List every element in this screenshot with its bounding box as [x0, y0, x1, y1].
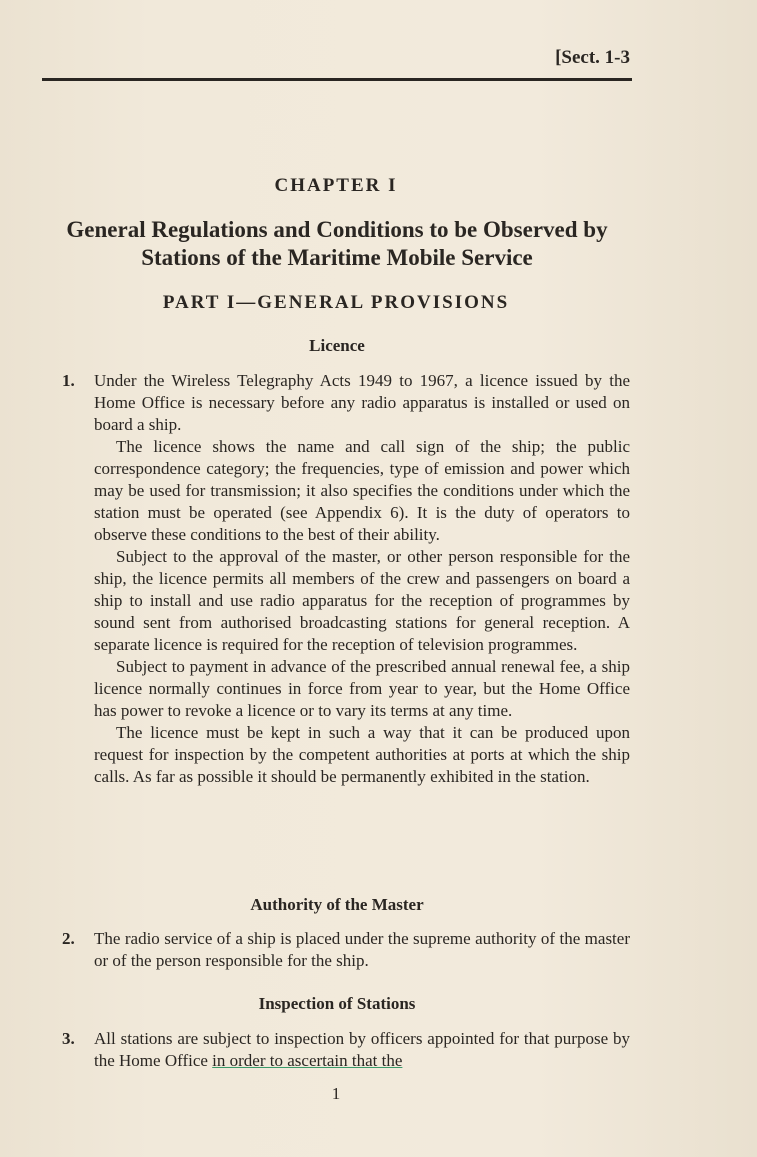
paragraph-1: [62, 370, 630, 788]
paragraph-2: [62, 928, 630, 972]
paragraph-text: The radio service of a ship is placed under the supreme authority of the master or of the person responsible for the ship.: [94, 929, 630, 970]
part-heading: PART I—GENERAL PROVISIONS: [162, 292, 510, 313]
paragraph-text: The licence must be kept in such a way that it can be produced upon request for inspection by the competent authorities at ports at which the ship calls. As far as possible it should be permanently exhibited in the station.: [94, 723, 630, 786]
paragraph-body: [94, 928, 630, 972]
underlined-text: in order to ascertain that the: [212, 1051, 403, 1070]
paragraph-body: [94, 1028, 630, 1072]
chapter-title: General Regulations and Conditions to be Observed by Stations of the Maritime Mobile Service: [66, 217, 608, 270]
paragraph-number: 1.: [62, 371, 75, 390]
heading-authority-of-master: Authority of the Master: [250, 895, 424, 914]
paragraph-number: 2.: [62, 929, 75, 948]
paragraph-body: [94, 370, 630, 788]
paragraph-text: Under the Wireless Telegraphy Acts 1949 to 1967, a licence issued by the Home Office is necessary before any radio apparatus is installed or used on board a ship.: [94, 371, 630, 434]
paragraph-3: [62, 1028, 630, 1072]
paragraph-text: Subject to payment in advance of the prescribed annual renewal fee, a ship licence normally continues in force from year to year, but the Home Office has power to revoke a licence or to vary its terms at any time.: [94, 657, 630, 720]
header-rule: [42, 78, 632, 81]
chapter-label: CHAPTER I: [274, 175, 398, 196]
heading-inspection-of-stations: Inspection of Stations: [258, 994, 416, 1013]
paragraph-text: The licence shows the name and call sign of the ship; the public correspondence category; the frequencies, type of emission and power which may be used for transmission; it also specifies the conditions under which the station must be operated (see Appendix 6). It is the duty of operators to observe these conditions to the best of their ability.: [94, 437, 630, 544]
paragraph-text: [94, 1028, 630, 1072]
page-number: 1: [331, 1084, 341, 1103]
section-reference: [Sect. 1-3: [555, 47, 630, 68]
heading-licence: Licence: [309, 336, 365, 355]
paragraph-text: Subject to the approval of the master, or other person responsible for the ship, the licence permits all members of the crew and passengers on board a ship to install and use radio apparatus for the reception of programmes by sound sent from authorised broadcasting stations for general reception. A separate licence is required for the reception of television programmes.: [94, 547, 630, 654]
paragraph-number: 3.: [62, 1029, 75, 1048]
paragraph-text-plain: All stations are subject to inspection by officers appointed for that purpose by the Home Office: [94, 1029, 630, 1070]
